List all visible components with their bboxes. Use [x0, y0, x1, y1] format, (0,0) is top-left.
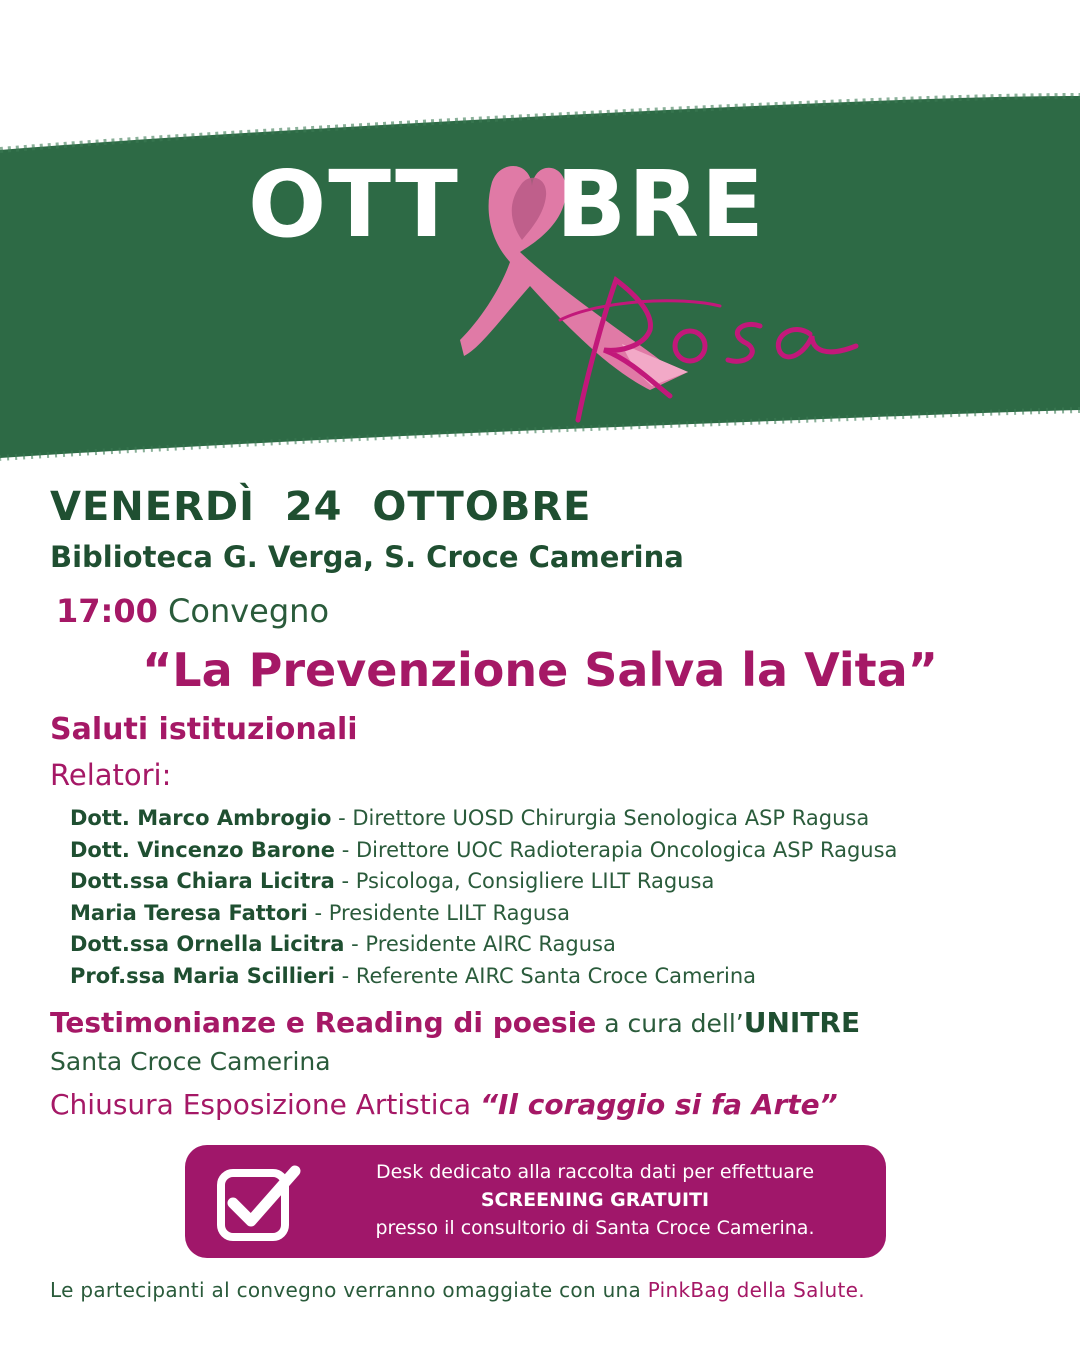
checkbox-check-icon — [215, 1159, 305, 1245]
speaker-name: Dott. Vincenzo Barone — [70, 837, 336, 862]
screening-desk-box — [185, 1145, 886, 1258]
speaker-role: - Presidente LILT Ragusa — [307, 900, 570, 925]
speaker-role: - Direttore UOSD Chirurgia Senologica ASP Ragusa — [331, 806, 870, 830]
speaker-item — [70, 898, 897, 930]
speaker-name: Dott.ssa Ornella Licitra — [70, 932, 345, 956]
speaker-name: Maria Teresa Fattori — [70, 900, 308, 925]
closing-work: “Il coraggio si fa Arte” — [479, 1088, 838, 1121]
desk-line-2: SCREENING GRATUITI — [480, 1189, 710, 1211]
title-bre: BRE — [556, 151, 766, 258]
event-kind: Convegno — [168, 592, 330, 630]
desk-line-1: Desk dedicato alla raccolta dati per effettuare — [375, 1161, 815, 1183]
testimony-title: Testimonianze e Reading di poesie — [50, 1006, 597, 1039]
footer-note — [50, 1278, 865, 1302]
event-time: 17:00 — [56, 592, 158, 630]
speaker-name: Prof.ssa Maria Scillieri — [70, 963, 335, 988]
speaker-role: - Direttore UOC Radioterapia Oncologica ASP Ragusa — [335, 837, 898, 862]
header-banner — [0, 0, 1080, 480]
title-ott: OTT — [248, 151, 460, 258]
speaker-item — [70, 835, 897, 867]
speaker-item — [70, 961, 897, 993]
footer-text: Le partecipanti al convegno verranno omaggiate con una — [50, 1278, 648, 1302]
green-brush-band — [0, 0, 1080, 480]
speaker-item — [70, 803, 897, 835]
desk-line-3: presso il consultorio di Santa Croce Camerina. — [375, 1217, 815, 1239]
speaker-item — [70, 929, 897, 961]
desk-text — [320, 1158, 870, 1242]
speaker-role: - Referente AIRC Santa Croce Camerina — [334, 963, 757, 988]
testimony-org: UNITRE — [743, 1006, 861, 1039]
speaker-item — [70, 866, 897, 898]
speakers-label: Relatori: — [50, 758, 172, 792]
speaker-name: Dott.ssa Chiara Licitra — [70, 869, 335, 893]
testimony-connector: a cura dell’ — [596, 1009, 744, 1038]
greetings-heading: Saluti istituzionali — [50, 712, 358, 747]
testimony-line — [50, 1006, 860, 1039]
event-date: VENERDÌ 24 OTTOBRE — [50, 484, 592, 530]
event-time-line — [56, 592, 329, 630]
closing-prefix: Chiusura Esposizione Artistica — [50, 1088, 480, 1121]
closing-line — [50, 1088, 838, 1121]
speaker-role: - Presidente AIRC Ragusa — [344, 932, 616, 956]
speaker-role: - Psicologa, Consigliere LILT Ragusa — [334, 869, 715, 893]
footer-highlight: PinkBag della Salute. — [647, 1278, 865, 1302]
event-place: Biblioteca G. Verga, S. Croce Camerina — [50, 540, 684, 574]
testimony-place: Santa Croce Camerina — [50, 1047, 331, 1076]
conference-title: “La Prevenzione Salva la Vita” — [142, 643, 938, 697]
speakers-list — [70, 803, 897, 992]
speaker-name: Dott. Marco Ambrogio — [70, 806, 332, 830]
